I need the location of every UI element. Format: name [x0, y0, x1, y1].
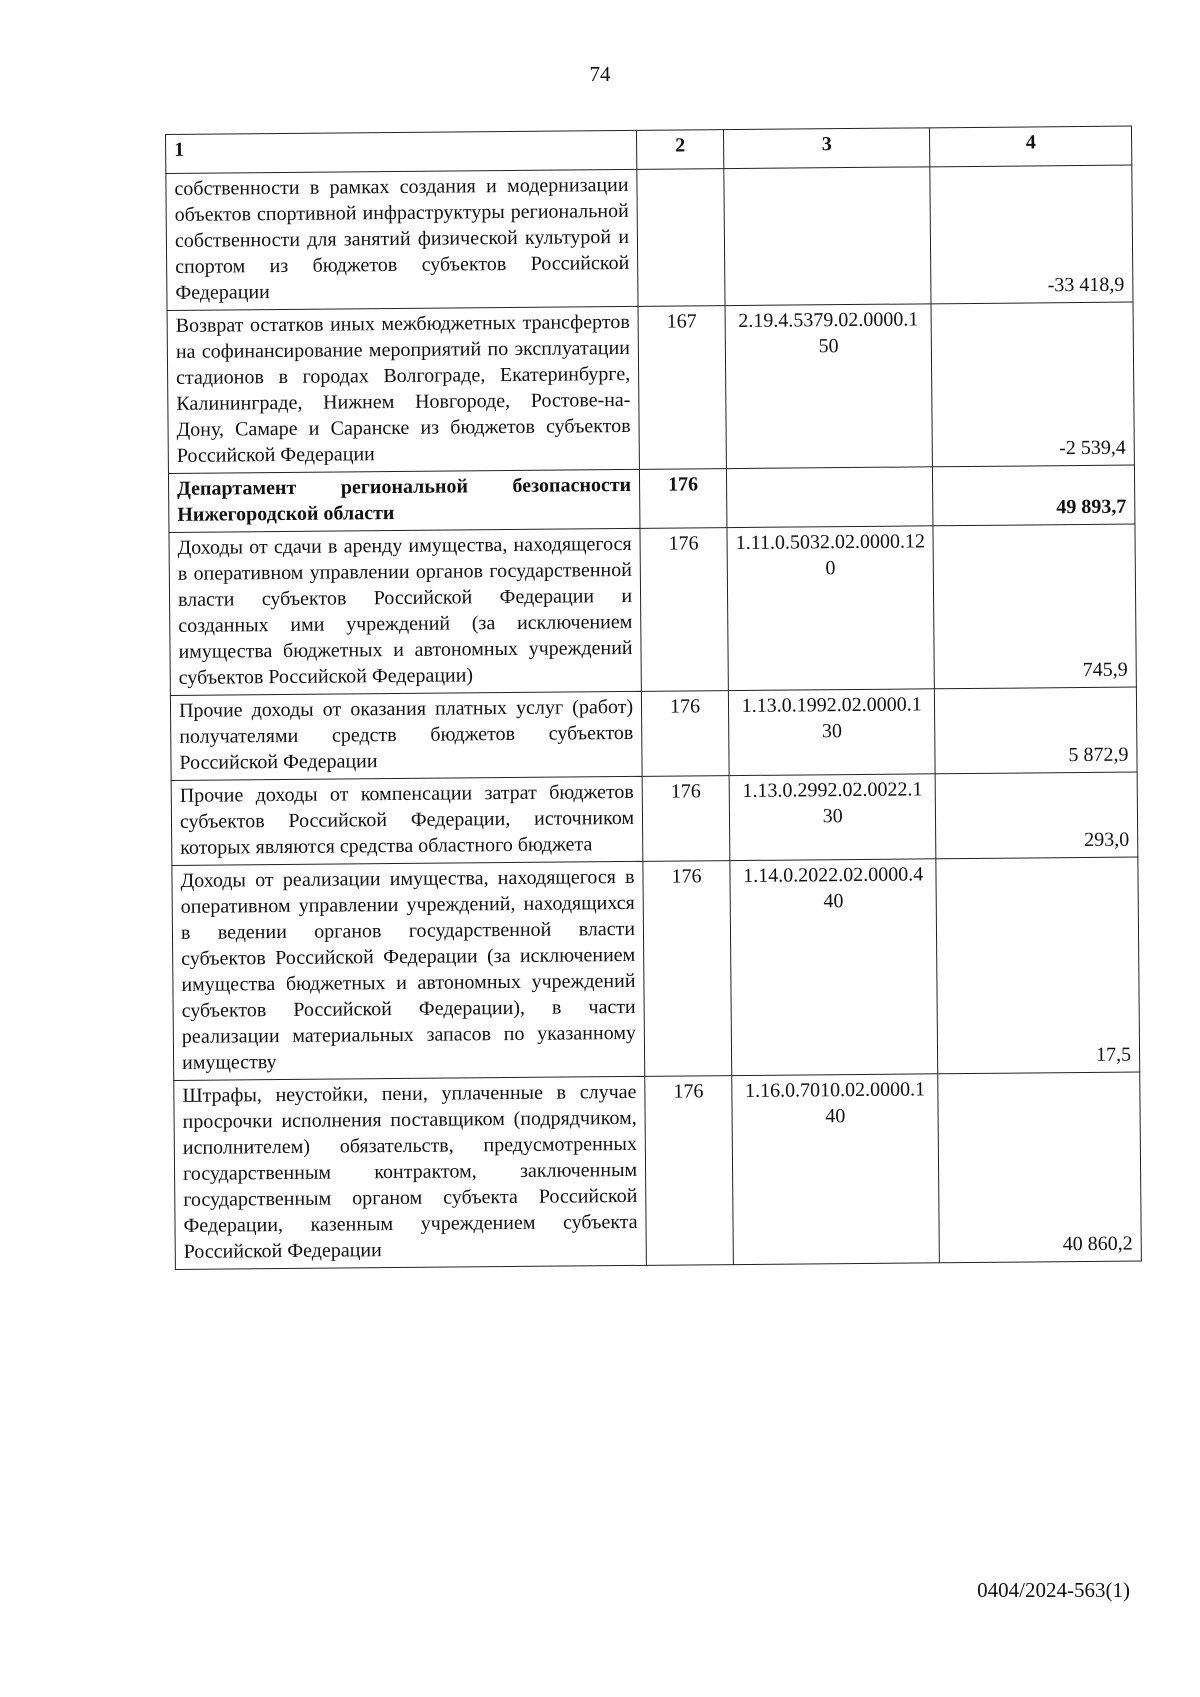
table-row: [167, 302, 1134, 473]
row-admin-code: 176: [643, 861, 732, 1077]
budget-table: [165, 126, 1142, 1270]
row-amount: 40 860,2: [938, 1072, 1141, 1263]
document-code: 0404/2024-563(1): [977, 1578, 1130, 1602]
table-row-department: [168, 465, 1134, 532]
row-budget-code: [724, 167, 932, 306]
page-number: 74: [589, 62, 611, 86]
table-row: [172, 857, 1140, 1080]
header-col-3: 3: [723, 128, 930, 169]
row-admin-code: [637, 169, 725, 307]
row-amount: 49 893,7: [933, 465, 1135, 526]
row-name: Доходы от реализации имущества, находящегося в оперативном управлении учреждений, находящихся в ведении органов государственной власти субъектов Российской Федерации (за исключением имущества бюджетных и автономных учреждений субъектов Российской Федерации), в части реализации материальных запасов по указанному имуществу: [172, 861, 645, 1080]
row-amount: -2 539,4: [931, 302, 1134, 467]
row-budget-code: 1.14.0.2022.02.0000.440: [730, 859, 938, 1076]
row-amount: 293,0: [936, 772, 1138, 859]
row-amount: 745,9: [933, 524, 1136, 689]
row-budget-code: 1.13.0.2992.02.0022.130: [729, 774, 936, 861]
row-amount: -33 418,9: [930, 165, 1133, 304]
table-row: [171, 772, 1138, 865]
row-budget-code: 1.11.0.5032.02.0000.120: [727, 526, 935, 691]
row-name: Департамент региональной безопасности Нижегородской области: [168, 469, 640, 532]
row-name: Прочие доходы от компенсации затрат бюджетов субъектов Российской Федерации, источником которых являются средства областного бюджета: [171, 776, 643, 865]
row-name: Прочие доходы от оказания платных услуг (работ) получателями средств бюджетов субъектов Российской Федерации: [170, 691, 642, 780]
row-name: собственности в рамках создания и модернизации объектов спортивной инфраструктуры региональной собственности для занятий физической культурой и спортом из бюджетов субъектов Российской Федерации: [166, 169, 638, 310]
row-name: Штрафы, неустойки, пени, уплаченные в случае просрочки исполнения поставщиком (подрядчиком, исполнителем) обязательств, предусмотренных государственным контрактом, заключенным государственным органом субъекта Российской Федерации, казенным учреждением субъекта Российской Федерации: [174, 1076, 647, 1269]
row-budget-code: [726, 467, 933, 528]
row-budget-code: 2.19.4.5379.02.0000.150: [725, 304, 933, 469]
table-row: [174, 1072, 1142, 1269]
row-admin-code: 176: [641, 691, 729, 777]
row-amount: 17,5: [936, 857, 1139, 1074]
header-col-4: 4: [930, 126, 1132, 167]
table-row: [169, 524, 1136, 695]
row-admin-code: 167: [638, 306, 726, 470]
header-col-1: 1: [166, 130, 637, 173]
row-amount: 5 872,9: [935, 687, 1137, 774]
row-budget-code: 1.13.0.1992.02.0000.130: [728, 689, 935, 776]
row-admin-code: 176: [640, 528, 728, 692]
row-admin-code: 176: [640, 469, 727, 529]
row-name: Доходы от сдачи в аренду имущества, находящегося в оперативном управлении органов государственной власти субъектов Российской Федерации и созданных ими учреждений (за исключением имущества бюджетных и автономных учреждений субъектов Российской Федерации): [169, 528, 641, 695]
header-col-2: 2: [637, 130, 724, 170]
row-budget-code: 1.16.0.7010.02.0000.140: [732, 1074, 940, 1265]
row-admin-code: 176: [645, 1076, 734, 1266]
table-row: [166, 165, 1133, 310]
table-row: [170, 687, 1137, 780]
row-name: Возврат остатков иных межбюджетных трансфертов на софинансирование мероприятий по эксплуатации стадионов в городах Волгограде, Екатеринбурге, Калининграде, Нижнем Новгороде, Ростове-на-Дону, Самаре и Саранске из бюджетов субъектов Российской Федерации: [167, 306, 639, 473]
row-admin-code: 176: [642, 776, 730, 862]
